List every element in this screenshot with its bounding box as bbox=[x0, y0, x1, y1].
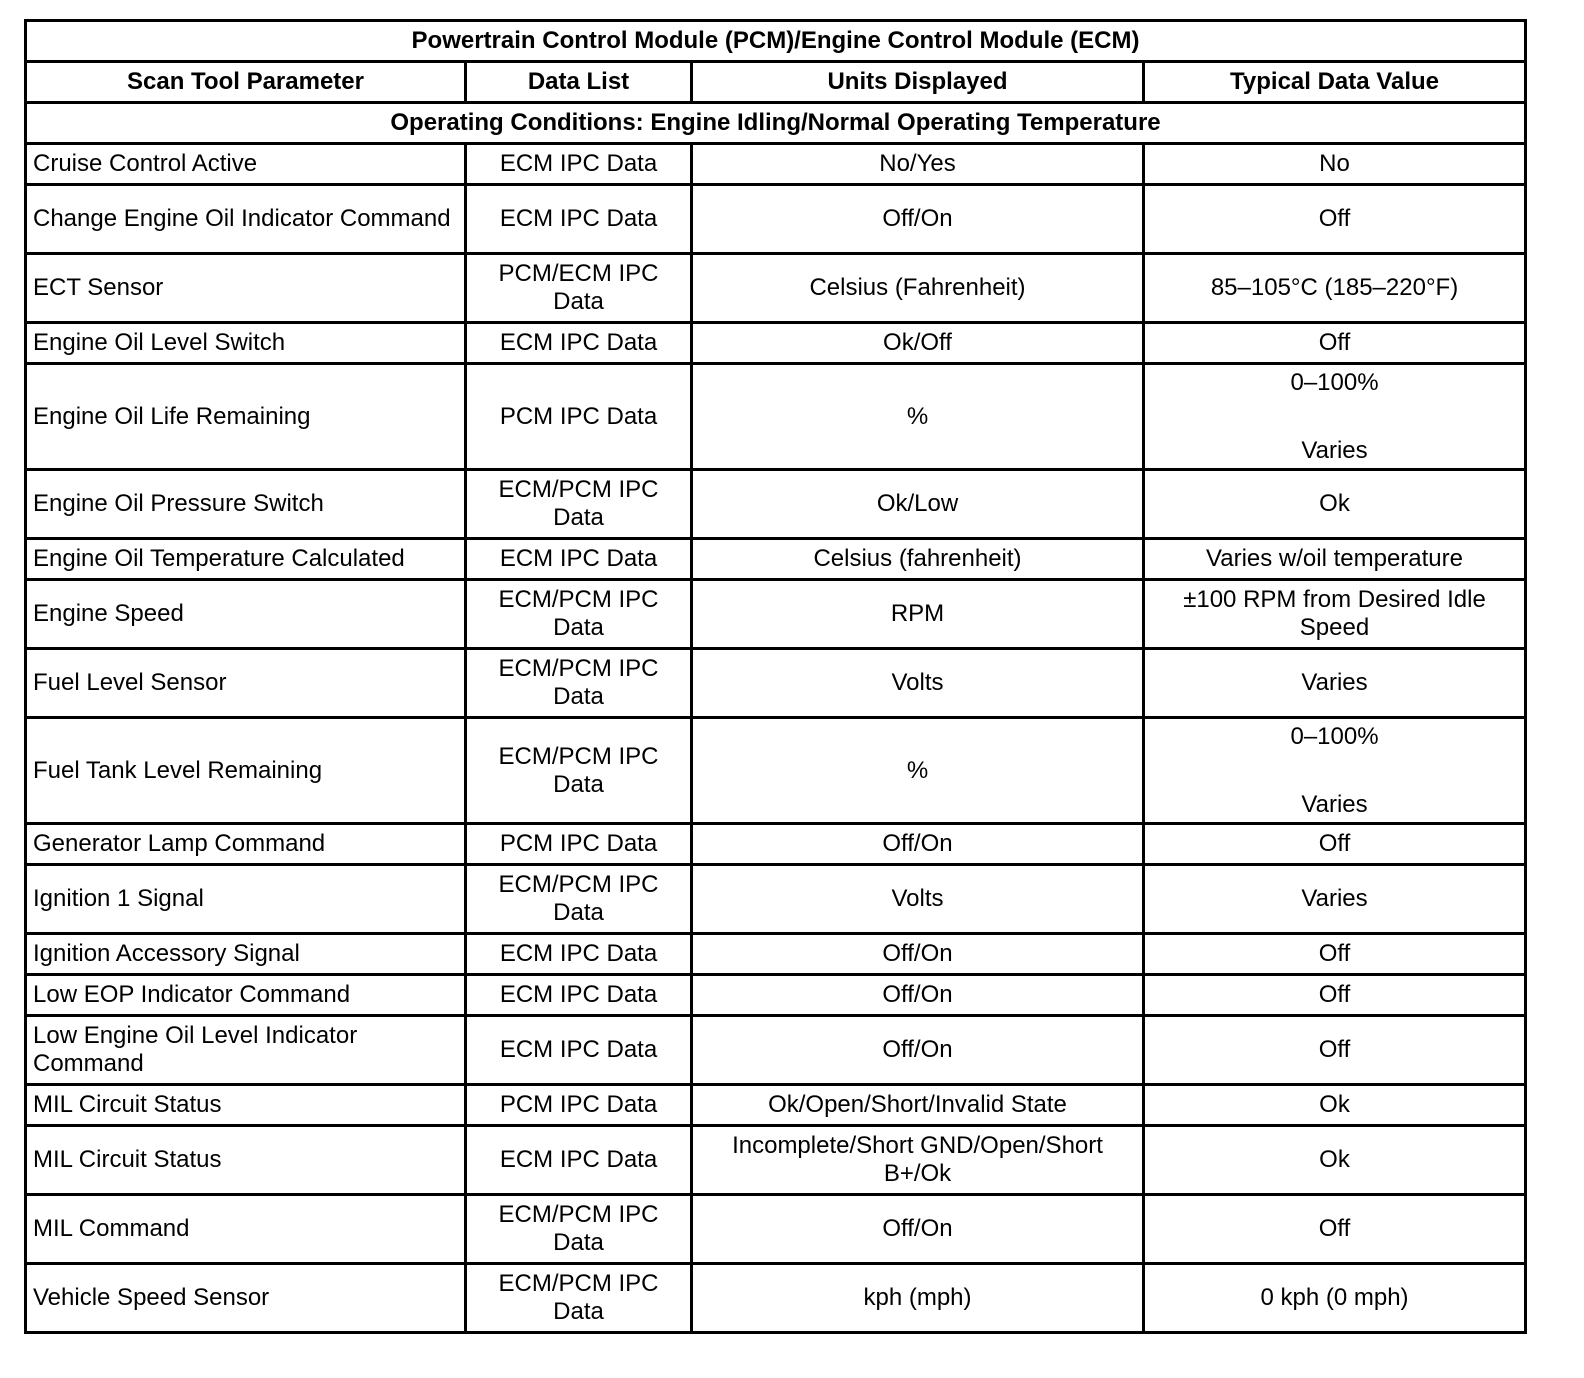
data-list-cell: ECM IPC Data bbox=[466, 1016, 692, 1085]
value-cell: 85–105°C (185–220°F) bbox=[1144, 254, 1526, 323]
value-cell: Off bbox=[1144, 323, 1526, 364]
value-cell: Ok bbox=[1144, 1085, 1526, 1126]
units-cell: Off/On bbox=[692, 934, 1144, 975]
table-row bbox=[26, 364, 1526, 470]
units-cell: Off/On bbox=[692, 1195, 1144, 1264]
param-cell: Generator Lamp Command bbox=[26, 824, 466, 865]
param-cell: Vehicle Speed Sensor bbox=[26, 1264, 466, 1333]
param-cell: Fuel Level Sensor bbox=[26, 649, 466, 718]
data-list-cell: ECM/PCM IPC Data bbox=[466, 865, 692, 934]
section-heading: Operating Conditions: Engine Idling/Normal Operating Temperature bbox=[26, 103, 1526, 144]
units-cell: Off/On bbox=[692, 185, 1144, 254]
units-cell: Ok/Off bbox=[692, 323, 1144, 364]
table-row bbox=[26, 1264, 1526, 1333]
data-list-cell: ECM/PCM IPC Data bbox=[466, 580, 692, 649]
param-cell: MIL Circuit Status bbox=[26, 1085, 466, 1126]
table-row bbox=[26, 934, 1526, 975]
units-cell: RPM bbox=[692, 580, 1144, 649]
data-list-cell: PCM IPC Data bbox=[466, 364, 692, 470]
table-row bbox=[26, 323, 1526, 364]
table-row bbox=[26, 470, 1526, 539]
units-cell: kph (mph) bbox=[692, 1264, 1144, 1333]
value-note: Varies bbox=[1301, 436, 1368, 464]
data-list-cell: ECM IPC Data bbox=[466, 185, 692, 254]
units-cell: Volts bbox=[692, 649, 1144, 718]
value-cell: Off bbox=[1144, 185, 1526, 254]
value-note: Varies bbox=[1301, 790, 1368, 818]
value-cell: Off bbox=[1144, 934, 1526, 975]
units-cell: Ok/Open/Short/Invalid State bbox=[692, 1085, 1144, 1126]
column-header-parameter: Scan Tool Parameter bbox=[26, 62, 466, 103]
param-cell: Engine Oil Level Switch bbox=[26, 323, 466, 364]
param-cell: Low EOP Indicator Command bbox=[26, 975, 466, 1016]
data-list-cell: ECM IPC Data bbox=[466, 1126, 692, 1195]
value-cell bbox=[1144, 364, 1526, 470]
param-cell: Engine Oil Life Remaining bbox=[26, 364, 466, 470]
value-cell: No bbox=[1144, 144, 1526, 185]
param-cell: Low Engine Oil Level Indicator Command bbox=[26, 1016, 466, 1085]
units-cell: Volts bbox=[692, 865, 1144, 934]
table-row bbox=[26, 185, 1526, 254]
param-cell: Ignition 1 Signal bbox=[26, 865, 466, 934]
table-row bbox=[26, 254, 1526, 323]
value-cell: Off bbox=[1144, 975, 1526, 1016]
units-cell: % bbox=[692, 364, 1144, 470]
param-cell: Engine Oil Pressure Switch bbox=[26, 470, 466, 539]
table-row bbox=[26, 539, 1526, 580]
value-cell: Ok bbox=[1144, 470, 1526, 539]
table-row bbox=[26, 1126, 1526, 1195]
value-cell: Varies bbox=[1144, 649, 1526, 718]
param-cell: Ignition Accessory Signal bbox=[26, 934, 466, 975]
value-range: 0–100% bbox=[1290, 368, 1379, 396]
units-cell: % bbox=[692, 718, 1144, 824]
data-list-cell: ECM/PCM IPC Data bbox=[466, 649, 692, 718]
value-range: 0–100% bbox=[1290, 722, 1379, 750]
value-cell: Off bbox=[1144, 1016, 1526, 1085]
param-cell: Engine Oil Temperature Calculated bbox=[26, 539, 466, 580]
data-list-cell: PCM IPC Data bbox=[466, 824, 692, 865]
column-header-units: Units Displayed bbox=[692, 62, 1144, 103]
data-list-cell: PCM IPC Data bbox=[466, 1085, 692, 1126]
table-row bbox=[26, 824, 1526, 865]
units-cell: Incomplete/Short GND/Open/Short B+/Ok bbox=[692, 1126, 1144, 1195]
table-row bbox=[26, 1085, 1526, 1126]
table-row bbox=[26, 975, 1526, 1016]
data-list-cell: ECM/PCM IPC Data bbox=[466, 470, 692, 539]
value-cell: 0 kph (0 mph) bbox=[1144, 1264, 1526, 1333]
value-cell: Varies bbox=[1144, 865, 1526, 934]
value-cell bbox=[1144, 718, 1526, 824]
table-row bbox=[26, 1016, 1526, 1085]
units-cell: Celsius (Fahrenheit) bbox=[692, 254, 1144, 323]
data-list-cell: PCM/ECM IPC Data bbox=[466, 254, 692, 323]
param-cell: Change Engine Oil Indicator Command bbox=[26, 185, 466, 254]
table-title: Powertrain Control Module (PCM)/Engine Control Module (ECM) bbox=[26, 21, 1526, 62]
units-cell: Ok/Low bbox=[692, 470, 1144, 539]
data-list-cell: ECM/PCM IPC Data bbox=[466, 1195, 692, 1264]
units-cell: Celsius (fahrenheit) bbox=[692, 539, 1144, 580]
units-cell: No/Yes bbox=[692, 144, 1144, 185]
value-cell: Off bbox=[1144, 1195, 1526, 1264]
value-cell: Varies w/oil temperature bbox=[1144, 539, 1526, 580]
data-list-cell: ECM IPC Data bbox=[466, 539, 692, 580]
data-list-cell: ECM IPC Data bbox=[466, 323, 692, 364]
table-row bbox=[26, 1195, 1526, 1264]
param-cell: Fuel Tank Level Remaining bbox=[26, 718, 466, 824]
data-list-cell: ECM IPC Data bbox=[466, 975, 692, 1016]
units-cell: Off/On bbox=[692, 975, 1144, 1016]
data-list-cell: ECM IPC Data bbox=[466, 144, 692, 185]
table-row bbox=[26, 865, 1526, 934]
param-cell: MIL Command bbox=[26, 1195, 466, 1264]
table-row bbox=[26, 718, 1526, 824]
column-header-data-list: Data List bbox=[466, 62, 692, 103]
units-cell: Off/On bbox=[692, 1016, 1144, 1085]
value-cell: Off bbox=[1144, 824, 1526, 865]
param-cell: ECT Sensor bbox=[26, 254, 466, 323]
table-row bbox=[26, 580, 1526, 649]
table-row bbox=[26, 649, 1526, 718]
units-cell: Off/On bbox=[692, 824, 1144, 865]
table-row bbox=[26, 144, 1526, 185]
pcm-ecm-data-table bbox=[24, 19, 1527, 1334]
data-list-cell: ECM IPC Data bbox=[466, 934, 692, 975]
value-cell: Ok bbox=[1144, 1126, 1526, 1195]
param-cell: Engine Speed bbox=[26, 580, 466, 649]
param-cell: MIL Circuit Status bbox=[26, 1126, 466, 1195]
column-header-typical-value: Typical Data Value bbox=[1144, 62, 1526, 103]
data-list-cell: ECM/PCM IPC Data bbox=[466, 1264, 692, 1333]
value-cell: ±100 RPM from Desired Idle Speed bbox=[1144, 580, 1526, 649]
data-list-cell: ECM/PCM IPC Data bbox=[466, 718, 692, 824]
param-cell: Cruise Control Active bbox=[26, 144, 466, 185]
